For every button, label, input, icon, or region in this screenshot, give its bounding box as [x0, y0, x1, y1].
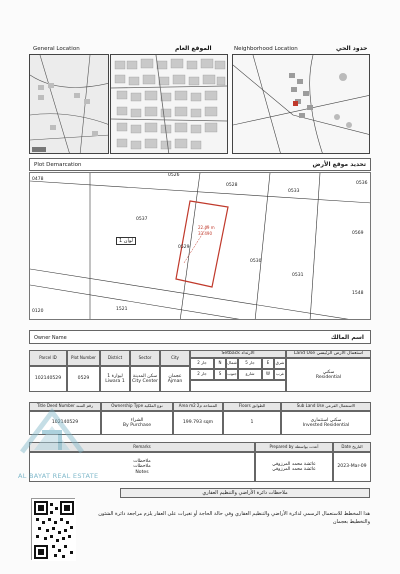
- watermark-text: AL BAYAT REAL ESTATE: [18, 472, 99, 480]
- plot-label: 0530: [250, 259, 262, 264]
- plot-demarcation-map: [29, 172, 371, 320]
- disclaimer-line-1: هذا المخطط للاستعمال الرسمي لدائرة الأراضي والتنظيم العقاري وفي حالة الحاجة أو تغيرات على العقار يلزم مراجعة دائرة الشئون: [98, 511, 370, 517]
- ownership-type-value: الشراء By Purchase: [101, 411, 173, 435]
- plot-dimension-label: 33.490: [198, 231, 212, 236]
- city-header: City: [160, 350, 190, 366]
- setback-cell: غرب: [274, 369, 286, 380]
- setback-cell: شمال: [226, 358, 238, 369]
- plot-label: 0569: [352, 231, 364, 236]
- setback-cell: شارع: [238, 369, 262, 380]
- parcel-id-header: Parcel ID: [29, 350, 67, 366]
- setback-cell: N: [214, 358, 226, 369]
- prepared-by-value: عائشة محمد المرزوقي عائشة محمد المرزوقي: [255, 452, 333, 482]
- date-header: Date التاريخ: [333, 442, 371, 452]
- city-value: عجمان Ajman: [160, 366, 190, 392]
- land-use-header: Land Use استعمال الأرض الرئيسي: [286, 350, 371, 358]
- plot-label: 0533: [288, 189, 300, 194]
- disclaimer-line-2: والتخطيط بعجمان: [332, 519, 370, 525]
- setback-cell: S: [214, 369, 226, 380]
- sector-header: Sector: [130, 350, 160, 366]
- date-value: 2023-Mar-09: [333, 452, 371, 482]
- plot-label: 0531: [292, 273, 304, 278]
- area-value: 199.793 sqm: [173, 411, 223, 435]
- owner-row: [29, 330, 371, 344]
- setback-cell: W: [262, 369, 274, 380]
- plot-label: 0529: [178, 245, 190, 250]
- area-header: Area m2 المساحة م2: [173, 402, 223, 411]
- remarks-header: Remarks: [29, 442, 255, 452]
- owner-label: Owner Name: [34, 335, 67, 341]
- title-deed-value: 102140529: [29, 411, 101, 435]
- plot-label: 0478: [32, 177, 44, 182]
- plot-demarcation-title: Plot Demarcation: [34, 162, 82, 168]
- setback-spacer: [190, 380, 286, 392]
- general-location-map: [29, 54, 109, 154]
- plot-label: 0526: [168, 173, 180, 178]
- setback-cell: E: [262, 358, 274, 369]
- plot-dimension-label: 22.49 m: [198, 225, 215, 230]
- title-deed-header: Title Deed Number رقم السند: [29, 402, 101, 411]
- disclaimer-text: [82, 510, 370, 526]
- plot-number-header: Plot Number: [67, 350, 100, 366]
- road-label: لوان 1: [116, 237, 136, 245]
- qr-code-icon: [31, 498, 75, 560]
- setback-cell: جار 2: [190, 358, 214, 369]
- district-value: ليوارة 1 Liwara 1: [100, 366, 130, 392]
- plot-label: 1521: [116, 307, 128, 312]
- watermark-logo-icon: [12, 392, 102, 474]
- setback-cell: جار 2: [190, 369, 214, 380]
- prepared-by-header: Prepared by أعدت بواسطة: [255, 442, 333, 452]
- ownership-type-header: Ownership Type نوع الملكية: [101, 402, 173, 411]
- setback-header: Setback الارتداد: [190, 350, 286, 358]
- sector-value: سكن المدينة City Center: [130, 366, 160, 392]
- land-use-value: سكني Residential: [286, 358, 371, 392]
- plot-label: 0528: [226, 183, 238, 188]
- plot-demarcation-title-ar: تحديد موقع الأرض: [312, 161, 366, 168]
- plot-label: 0120: [32, 309, 44, 314]
- plot-label: 0536: [356, 181, 368, 186]
- floors-value: 1: [223, 411, 281, 435]
- plot-label: 1548: [352, 291, 364, 296]
- district-header: District: [100, 350, 130, 366]
- sub-land-use-header: Sub Land Use الاستعمال الفرعي: [281, 402, 371, 411]
- floors-header: Floors الطوابق: [223, 402, 281, 411]
- setback-cell: جنوب: [226, 369, 238, 380]
- parcel-id-value: 102140529: [29, 366, 67, 392]
- setback-cell: شرق: [274, 358, 286, 369]
- sub-land-use-value: سكني استثماري Invested Residential: [281, 411, 371, 435]
- notes-value: ملاحظات ملاحظات Notes: [29, 452, 255, 482]
- neighborhood-location-title-ar: حدود الحي: [336, 45, 368, 52]
- general-location-title: General Location: [33, 46, 80, 52]
- neighborhood-location-map: [232, 54, 370, 154]
- neighborhood-location-title: Neighborhood Location: [234, 46, 298, 52]
- general-location-detail-map: [110, 54, 228, 154]
- department-notes-title: ملاحظات دائرة الأراضي والتنظيم العقاري: [120, 488, 370, 498]
- plot-demarcation-bar: [29, 158, 371, 171]
- setback-cell: جار 5: [238, 358, 262, 369]
- owner-label-ar: اسم المالك: [330, 334, 364, 341]
- plot-label: 0537: [136, 217, 148, 222]
- general-location-title-ar: الموقع العام: [175, 45, 212, 52]
- plot-number-value: 0529: [67, 366, 100, 392]
